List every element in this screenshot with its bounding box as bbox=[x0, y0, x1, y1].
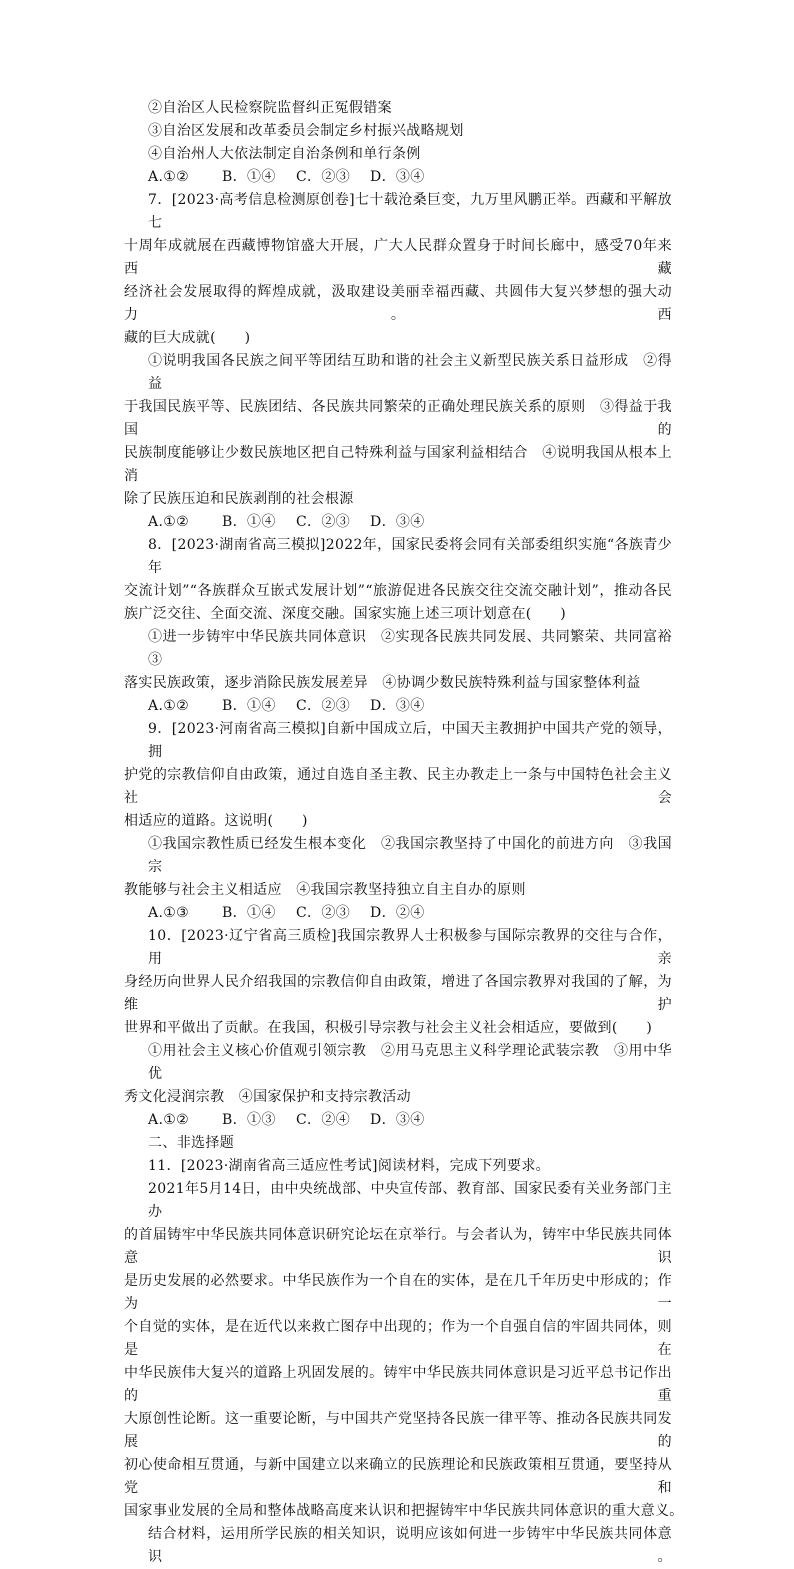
text-line-q10c: 世界和平做出了贡献。在我国，积极引导宗教与社会主义社会相适应，要做到( ) bbox=[124, 1020, 653, 1036]
text-line-q9a: 9．[2023·河南省高三模拟]自新中国成立后，中国天主教拥护中国共产党的领导，拥 bbox=[148, 721, 672, 760]
text-line-q11a: 11．[2023·湖南省高三适应性考试]阅读材料，完成下列要求。 bbox=[148, 1158, 551, 1174]
answer-options-o7 bbox=[124, 511, 672, 534]
text-line-sec2: 二、非选择题 bbox=[148, 1135, 235, 1151]
text-line-q11e: 个自觉的实体，是在近代以来救亡图存中出现的；作为一个自强自信的牢固共同体，则是在 bbox=[124, 1319, 672, 1358]
text-line-q8d: ①进一步铸牢中华民族共同体意识 ②实现各民族共同发展、共同繁荣、共同富裕 ③ bbox=[148, 629, 687, 668]
text-line-q9c: 相适应的道路。这说明( ) bbox=[124, 813, 308, 829]
text-line-q7h: 除了民族压迫和民族剥削的社会根源 bbox=[124, 491, 354, 507]
document-body bbox=[124, 97, 687, 1569]
answer-option: C．②④ bbox=[296, 1112, 351, 1128]
text-line-q10e: 秀文化浸润宗教 ④国家保护和支持宗教活动 bbox=[124, 1089, 411, 1105]
text-line-q9e: 教能够与社会主义相适应 ④我国宗教坚持独立自主自办的原则 bbox=[124, 882, 526, 898]
text-line-q11j: 结合材料，运用所学民族的相关知识，说明应该如何进一步铸牢中华民族共同体意识。 bbox=[148, 1526, 672, 1565]
answer-option: C．②③ bbox=[296, 514, 351, 530]
text-line-q7f: 于我国民族平等、民族团结、各民族共同繁荣的正确处理民族关系的原则 ③得益于我国的 bbox=[124, 399, 672, 438]
text-line-q11g: 大原创性论断。这一重要论断，与中国共产党坚持各民族一律平等、推动各民族共同发展的 bbox=[124, 1411, 672, 1450]
answer-option: A.①③ bbox=[148, 905, 190, 921]
answer-option: B．①③ bbox=[222, 1112, 276, 1128]
answer-option: C．②③ bbox=[296, 698, 351, 714]
answer-option: B．①④ bbox=[222, 905, 276, 921]
answer-option: A.①② bbox=[148, 514, 190, 530]
answer-option: C．②③ bbox=[296, 169, 351, 185]
answer-option: B．①④ bbox=[222, 514, 276, 530]
answer-options-o9 bbox=[124, 902, 672, 925]
answer-option: D．③④ bbox=[370, 1112, 425, 1128]
text-line-q7b: 十周年成就展在西藏博物馆盛大开展，广大人民群众置身于时间长廊中，感受70年来西藏 bbox=[124, 238, 672, 277]
answer-option: D．③④ bbox=[370, 169, 425, 185]
text-line-q8b: 交流计划”“各族群众互嵌式发展计划”“旅游促进各民族交往交流交融计划”，推动各民 bbox=[124, 583, 672, 599]
text-line-q11i: 国家事业发展的全局和整体战略高度来认识和把握铸牢中华民族共同体意识的重大意义。 bbox=[124, 1503, 684, 1519]
answer-option: D．②④ bbox=[370, 905, 425, 921]
answer-option: A.①② bbox=[148, 698, 190, 714]
text-line-q11c: 的首届铸牢中华民族共同体意识研究论坛在京举行。与会者认为，铸牢中华民族共同体意识 bbox=[124, 1227, 672, 1266]
text-line-q11f: 中华民族伟大复兴的道路上巩固发展的。铸牢中华民族共同体意识是习近平总书记作出的重 bbox=[124, 1365, 672, 1404]
answer-option: D．③④ bbox=[370, 514, 425, 530]
answer-option: A.①② bbox=[148, 169, 190, 185]
text-line-l1: ②自治区人民检察院监督纠正冤假错案 bbox=[148, 100, 392, 116]
text-line-q11d: 是历史发展的必然要求。中华民族作为一个自在的实体，是在几千年历史中形成的；作为一 bbox=[124, 1273, 672, 1312]
answer-option: D．③④ bbox=[370, 698, 425, 714]
text-line-q10b: 身经历向世界人民介绍我国的宗教信仰自由政策，增进了各国宗教界对我国的了解，为维护 bbox=[124, 974, 672, 1013]
text-line-q9d: ①我国宗教性质已经发生根本变化 ②我国宗教坚持了中国化的前进方向 ③我国宗 bbox=[148, 836, 672, 875]
text-line-q8e: 落实民族政策，逐步消除民族发展差异 ④协调少数民族特殊利益与国家整体利益 bbox=[124, 675, 641, 691]
answer-option: C．②③ bbox=[296, 905, 351, 921]
answer-option: B．①④ bbox=[222, 169, 276, 185]
text-line-q7a: 7．[2023·高考信息检测原创卷]七十载沧桑巨变，九万里风鹏正举。西藏和平解放七 bbox=[148, 192, 672, 231]
text-line-q11h: 初心使命相互贯通，与新中国建立以来确立的民族理论和民族政策相互贯通，要坚持从党和 bbox=[124, 1457, 672, 1496]
text-line-q7g: 民族制度能够让少数民族地区把自己特殊利益与国家利益相结合 ④说明我国从根本上消 bbox=[124, 445, 672, 484]
text-line-q7c: 经济社会发展取得的辉煌成就，汲取建设美丽幸福西藏、共圆伟大复兴梦想的强大动力。西 bbox=[124, 284, 672, 323]
text-line-q10a: 10．[2023·辽宁省高三质检]我国宗教界人士积极参与国际宗教界的交往与合作，用亲 bbox=[148, 928, 672, 967]
text-line-q7d: 藏的巨大成就( ) bbox=[124, 330, 251, 346]
text-line-l3: ④自治州人大依法制定自治条例和单行条例 bbox=[148, 146, 421, 162]
text-line-q7e: ①说明我国各民族之间平等团结互助和谐的社会主义新型民族关系日益形成 ②得益 bbox=[148, 353, 672, 392]
answer-options-o8 bbox=[124, 695, 672, 718]
answer-option: B．①④ bbox=[222, 698, 276, 714]
answer-options-o6 bbox=[124, 166, 672, 189]
text-line-q8c: 族广泛交往、全面交流、深度交融。国家实施上述三项计划意在( ) bbox=[124, 606, 567, 622]
text-line-q8a: 8．[2023·湖南省高三模拟]2022年，国家民委将会同有关部委组织实施“各族青少年 bbox=[148, 537, 672, 576]
text-line-q10d: ①用社会主义核心价值观引领宗教 ②用马克思主义科学理论武装宗教 ③用中华优 bbox=[148, 1043, 672, 1082]
answer-options-o10 bbox=[124, 1109, 672, 1132]
text-line-q9b: 护党的宗教信仰自由政策，通过自选自圣主教、民主办教走上一条与中国特色社会主义社会 bbox=[124, 767, 672, 806]
text-line-q11b: 2021年5月14日，由中央统战部、中央宣传部、教育部、国家民委有关业务部门主办 bbox=[148, 1181, 672, 1220]
answer-option: A.①② bbox=[148, 1112, 190, 1128]
text-line-l2: ③自治区发展和改革委员会制定乡村振兴战略规划 bbox=[148, 123, 464, 139]
